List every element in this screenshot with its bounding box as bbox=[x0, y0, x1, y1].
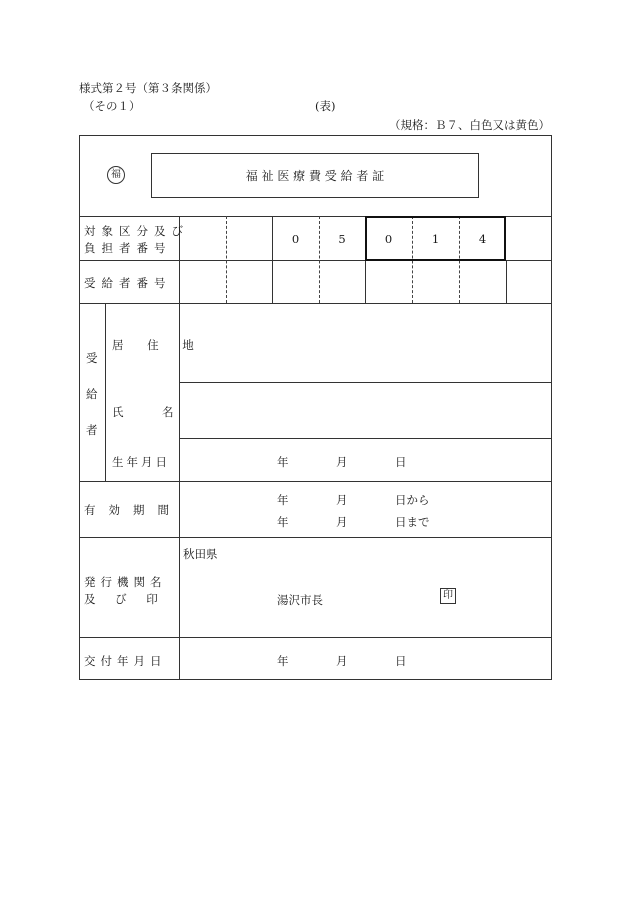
row-divider bbox=[79, 303, 506, 304]
form-side: (表) bbox=[315, 99, 336, 113]
valid-to-day-unit: 日まで bbox=[395, 515, 430, 529]
digit-grid-end bbox=[506, 260, 507, 303]
issuer-mayor: 湯沢市長 bbox=[277, 593, 323, 607]
birth-year-unit: 年 bbox=[277, 455, 289, 469]
recipient-label-3: 者 bbox=[86, 423, 98, 437]
row-divider bbox=[179, 382, 552, 383]
row-divider bbox=[79, 637, 552, 638]
category-label-line2: 負担者番号 bbox=[84, 241, 172, 255]
validity-label: 有効期間 bbox=[84, 503, 182, 517]
form-spec: （規格：Ｂ７、白色又は黄色） bbox=[389, 118, 550, 132]
valid-from-month-unit: 月 bbox=[336, 493, 348, 507]
label-column-divider bbox=[179, 216, 180, 680]
form-number: 様式第２号（第３条関係） bbox=[79, 81, 217, 95]
recipient-number-label: 受給者番号 bbox=[84, 276, 172, 290]
row-divider bbox=[179, 438, 552, 439]
issuer-label-line2: 及 び 印 bbox=[84, 592, 163, 606]
valid-from-year-unit: 年 bbox=[277, 493, 289, 507]
row-divider bbox=[506, 303, 552, 304]
digit-separator bbox=[226, 216, 227, 303]
digit-cell: 5 bbox=[338, 232, 346, 246]
issuer-label-line1: 発行機関名 bbox=[84, 575, 167, 589]
address-label: 居 住 地 bbox=[112, 338, 200, 352]
issue-month-unit: 月 bbox=[336, 654, 348, 668]
fuku-emblem: 福 bbox=[107, 166, 125, 184]
digit-separator bbox=[272, 216, 273, 303]
recipient-label-2: 給 bbox=[86, 387, 98, 401]
issue-day-unit: 日 bbox=[395, 654, 407, 668]
birth-day-unit: 日 bbox=[395, 455, 407, 469]
digit-cell: 1 bbox=[431, 232, 440, 246]
birth-month-unit: 月 bbox=[336, 455, 348, 469]
row-divider bbox=[79, 481, 552, 482]
valid-to-month-unit: 月 bbox=[336, 515, 348, 529]
form-sub-number: （その１） bbox=[83, 99, 141, 113]
digit-separator bbox=[319, 216, 320, 303]
birth-date-label: 生年月日 bbox=[112, 455, 170, 469]
valid-from-day-unit: 日から bbox=[395, 493, 430, 507]
issue-year-unit: 年 bbox=[277, 654, 289, 668]
valid-to-year-unit: 年 bbox=[277, 515, 289, 529]
recipient-label-1: 受 bbox=[86, 351, 98, 365]
category-label-line1: 対象区分及び bbox=[84, 224, 189, 238]
card-title: 福 祉 医 療 費 受 給 者 証 bbox=[245, 169, 385, 183]
digit-cell: 0 bbox=[291, 232, 300, 246]
name-label-2: 名 bbox=[162, 405, 174, 419]
seal-stamp: 印 bbox=[440, 588, 456, 604]
digit-separator bbox=[365, 260, 366, 303]
digit-cell: 4 bbox=[478, 232, 487, 246]
recipient-group-divider bbox=[105, 303, 106, 481]
issue-date-label: 交付年月日 bbox=[84, 654, 167, 668]
issuer-prefecture: 秋田県 bbox=[183, 547, 218, 561]
digit-cell: 0 bbox=[384, 232, 393, 246]
name-label-1: 氏 bbox=[112, 405, 124, 419]
row-divider bbox=[79, 537, 552, 538]
